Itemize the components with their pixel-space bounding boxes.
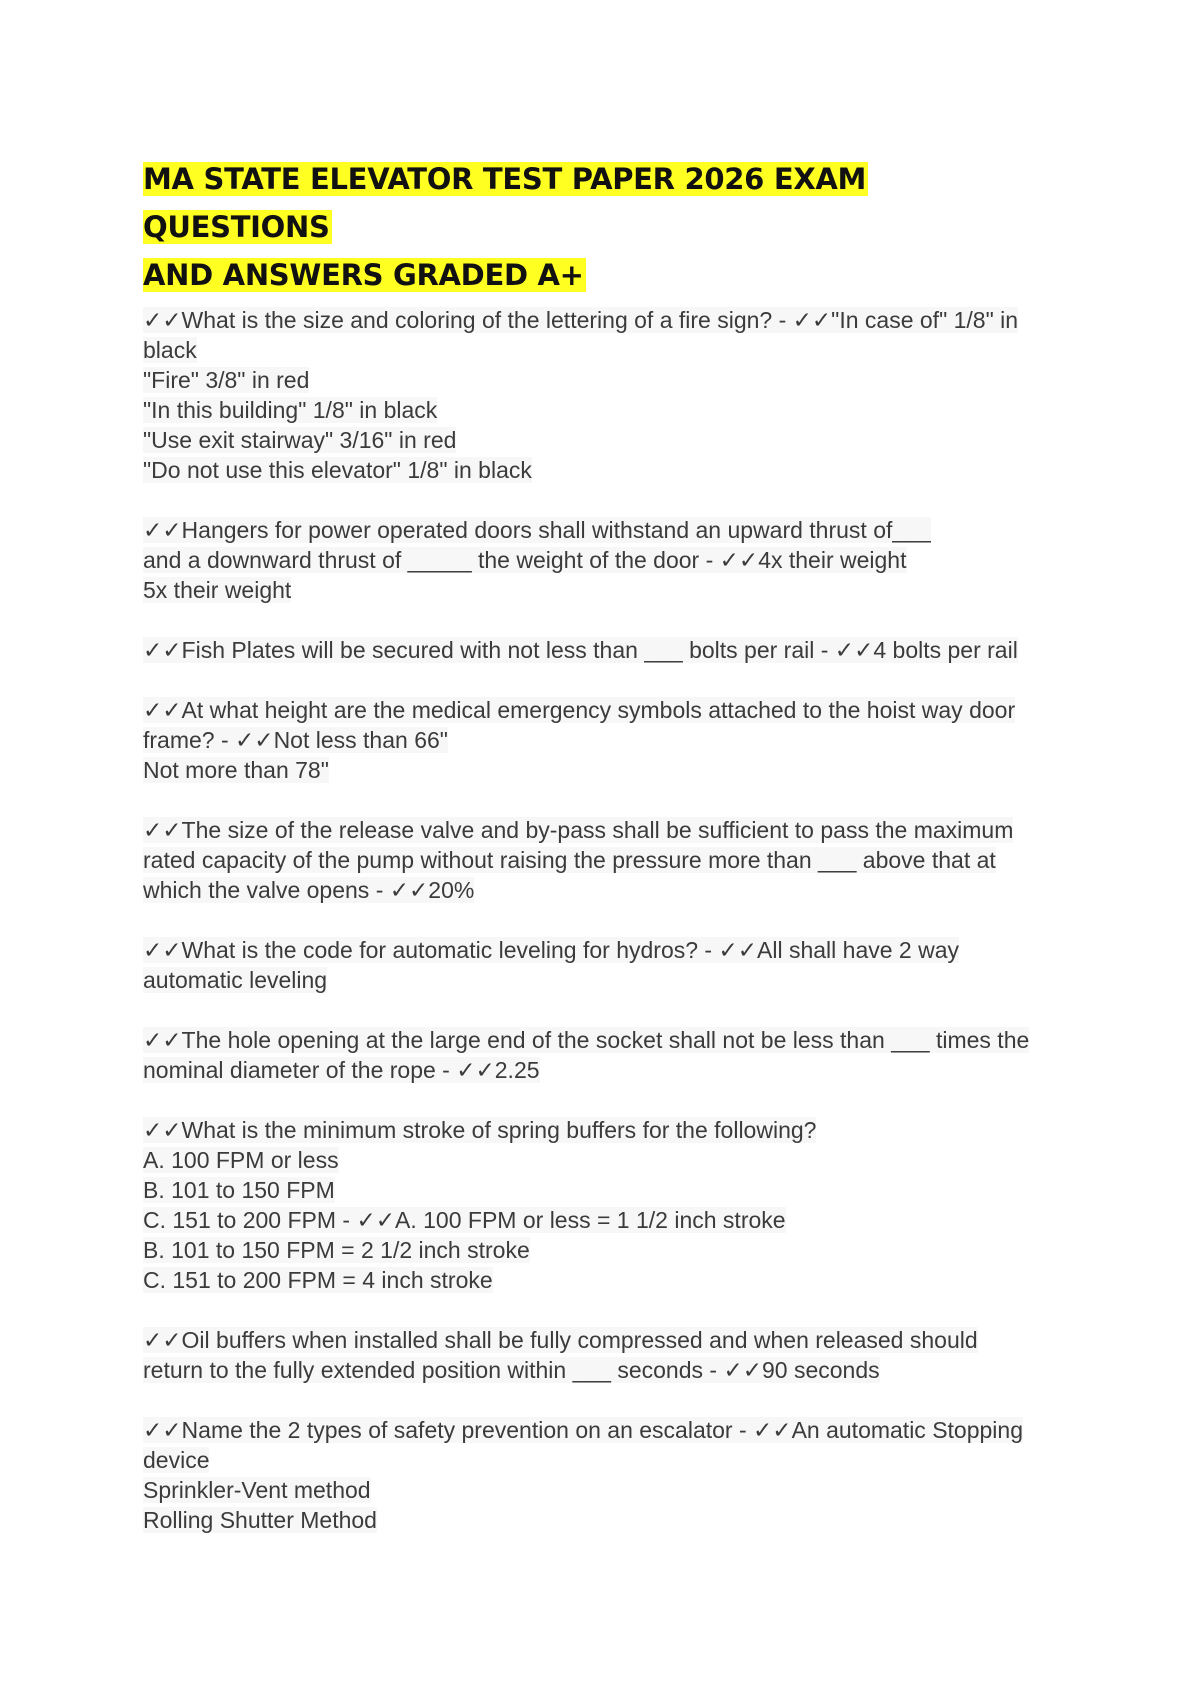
qa-line	[143, 1415, 1063, 1445]
qa-line-text: ✓✓The hole opening at the large end of the socket shall not be less than ___ times the	[143, 1027, 1030, 1053]
qa-line-text: and a downward thrust of _____ the weight of the door - ✓✓4x their weight	[143, 547, 907, 573]
qa-line-text: Rolling Shutter Method	[143, 1507, 377, 1533]
qa-line-text: ✓✓What is the code for automatic leveling for hydros? - ✓✓All shall have 2 way	[143, 937, 959, 963]
qa-line-text: black	[143, 337, 197, 363]
qa-item	[143, 815, 1063, 905]
qa-line-text: B. 101 to 150 FPM	[143, 1177, 335, 1203]
qa-line	[143, 335, 1063, 365]
qa-line	[143, 425, 1063, 455]
qa-line	[143, 455, 1063, 485]
document-title	[143, 155, 1063, 299]
qa-line	[143, 1115, 1063, 1145]
qa-line-text: ✓✓At what height are the medical emergency symbols attached to the hoist way door	[143, 697, 1016, 723]
qa-line-text: ✓✓Oil buffers when installed shall be fully compressed and when released should	[143, 1327, 978, 1353]
qa-line	[143, 725, 1063, 755]
qa-line	[143, 1475, 1063, 1505]
qa-line	[143, 1235, 1063, 1265]
qa-item	[143, 1415, 1063, 1535]
qa-line-text: device	[143, 1447, 210, 1473]
qa-line-text: frame? - ✓✓Not less than 66"	[143, 727, 448, 753]
qa-item	[143, 935, 1063, 995]
qa-line-text: ✓✓What is the minimum stroke of spring buffers for the following?	[143, 1117, 817, 1143]
qa-line	[143, 845, 1063, 875]
qa-line-text: ✓✓Name the 2 types of safety prevention on an escalator - ✓✓An automatic Stopping	[143, 1417, 1023, 1443]
qa-line-text: Sprinkler-Vent method	[143, 1477, 371, 1503]
qa-line-text: "Use exit stairway" 3/16" in red	[143, 427, 457, 453]
title-line-2: AND ANSWERS GRADED A+	[143, 258, 584, 292]
qa-item	[143, 1025, 1063, 1085]
qa-line-text: "In this building" 1/8" in black	[143, 397, 438, 423]
qa-line	[143, 815, 1063, 845]
qa-line	[143, 1325, 1063, 1355]
qa-line	[143, 635, 1063, 665]
qa-line	[143, 695, 1063, 725]
qa-line	[143, 1175, 1063, 1205]
qa-line	[143, 575, 1063, 605]
qa-line	[143, 1205, 1063, 1235]
qa-line	[143, 1265, 1063, 1295]
qa-line-text: nominal diameter of the rope - ✓✓2.25	[143, 1057, 540, 1083]
qa-line	[143, 545, 1063, 575]
qa-line-text: Not more than 78"	[143, 757, 329, 783]
qa-line	[143, 395, 1063, 425]
qa-item	[143, 305, 1063, 485]
qa-line-text: which the valve opens - ✓✓20%	[143, 877, 475, 903]
qa-line-text: ✓✓The size of the release valve and by-pass shall be sufficient to pass the maximum	[143, 817, 1014, 843]
qa-item	[143, 515, 1063, 605]
qa-item	[143, 635, 1063, 665]
qa-line-text: ✓✓Hangers for power operated doors shall withstand an upward thrust of___	[143, 517, 931, 543]
qa-line-text: 5x their weight	[143, 577, 292, 603]
qa-line-text: "Fire" 3/8" in red	[143, 367, 310, 393]
qa-line	[143, 1055, 1063, 1085]
qa-line	[143, 875, 1063, 905]
qa-line-text: B. 101 to 150 FPM = 2 1/2 inch stroke	[143, 1237, 530, 1263]
qa-line	[143, 1445, 1063, 1475]
qa-line	[143, 515, 1063, 545]
qa-line	[143, 965, 1063, 995]
qa-line	[143, 305, 1063, 335]
qa-item	[143, 1325, 1063, 1385]
qa-line-text: C. 151 to 200 FPM = 4 inch stroke	[143, 1267, 493, 1293]
qa-line	[143, 1145, 1063, 1175]
qa-line	[143, 935, 1063, 965]
qa-line	[143, 365, 1063, 395]
document-page	[143, 155, 1063, 1565]
qa-line	[143, 755, 1063, 785]
qa-line	[143, 1505, 1063, 1535]
qa-line-text: C. 151 to 200 FPM - ✓✓A. 100 FPM or less = 1 1/2 inch stroke	[143, 1207, 786, 1233]
qa-line-text: ✓✓What is the size and coloring of the lettering of a fire sign? - ✓✓"In case of" 1/8" in	[143, 307, 1019, 333]
qa-line-text: ✓✓Fish Plates will be secured with not less than ___ bolts per rail - ✓✓4 bolts per rail	[143, 637, 1018, 663]
qa-item	[143, 695, 1063, 785]
qa-line	[143, 1025, 1063, 1055]
qa-line-text: return to the fully extended position within ___ seconds - ✓✓90 seconds	[143, 1357, 880, 1383]
qa-line	[143, 1355, 1063, 1385]
question-answer-list	[143, 305, 1063, 1535]
qa-item	[143, 1115, 1063, 1295]
title-line-1: MA STATE ELEVATOR TEST PAPER 2026 EXAM QUESTIONS	[143, 162, 867, 244]
qa-line-text: "Do not use this elevator" 1/8" in black	[143, 457, 532, 483]
qa-line-text: automatic leveling	[143, 967, 328, 993]
qa-line-text: rated capacity of the pump without raising the pressure more than ___ above that at	[143, 847, 996, 873]
qa-line-text: A. 100 FPM or less	[143, 1147, 339, 1173]
